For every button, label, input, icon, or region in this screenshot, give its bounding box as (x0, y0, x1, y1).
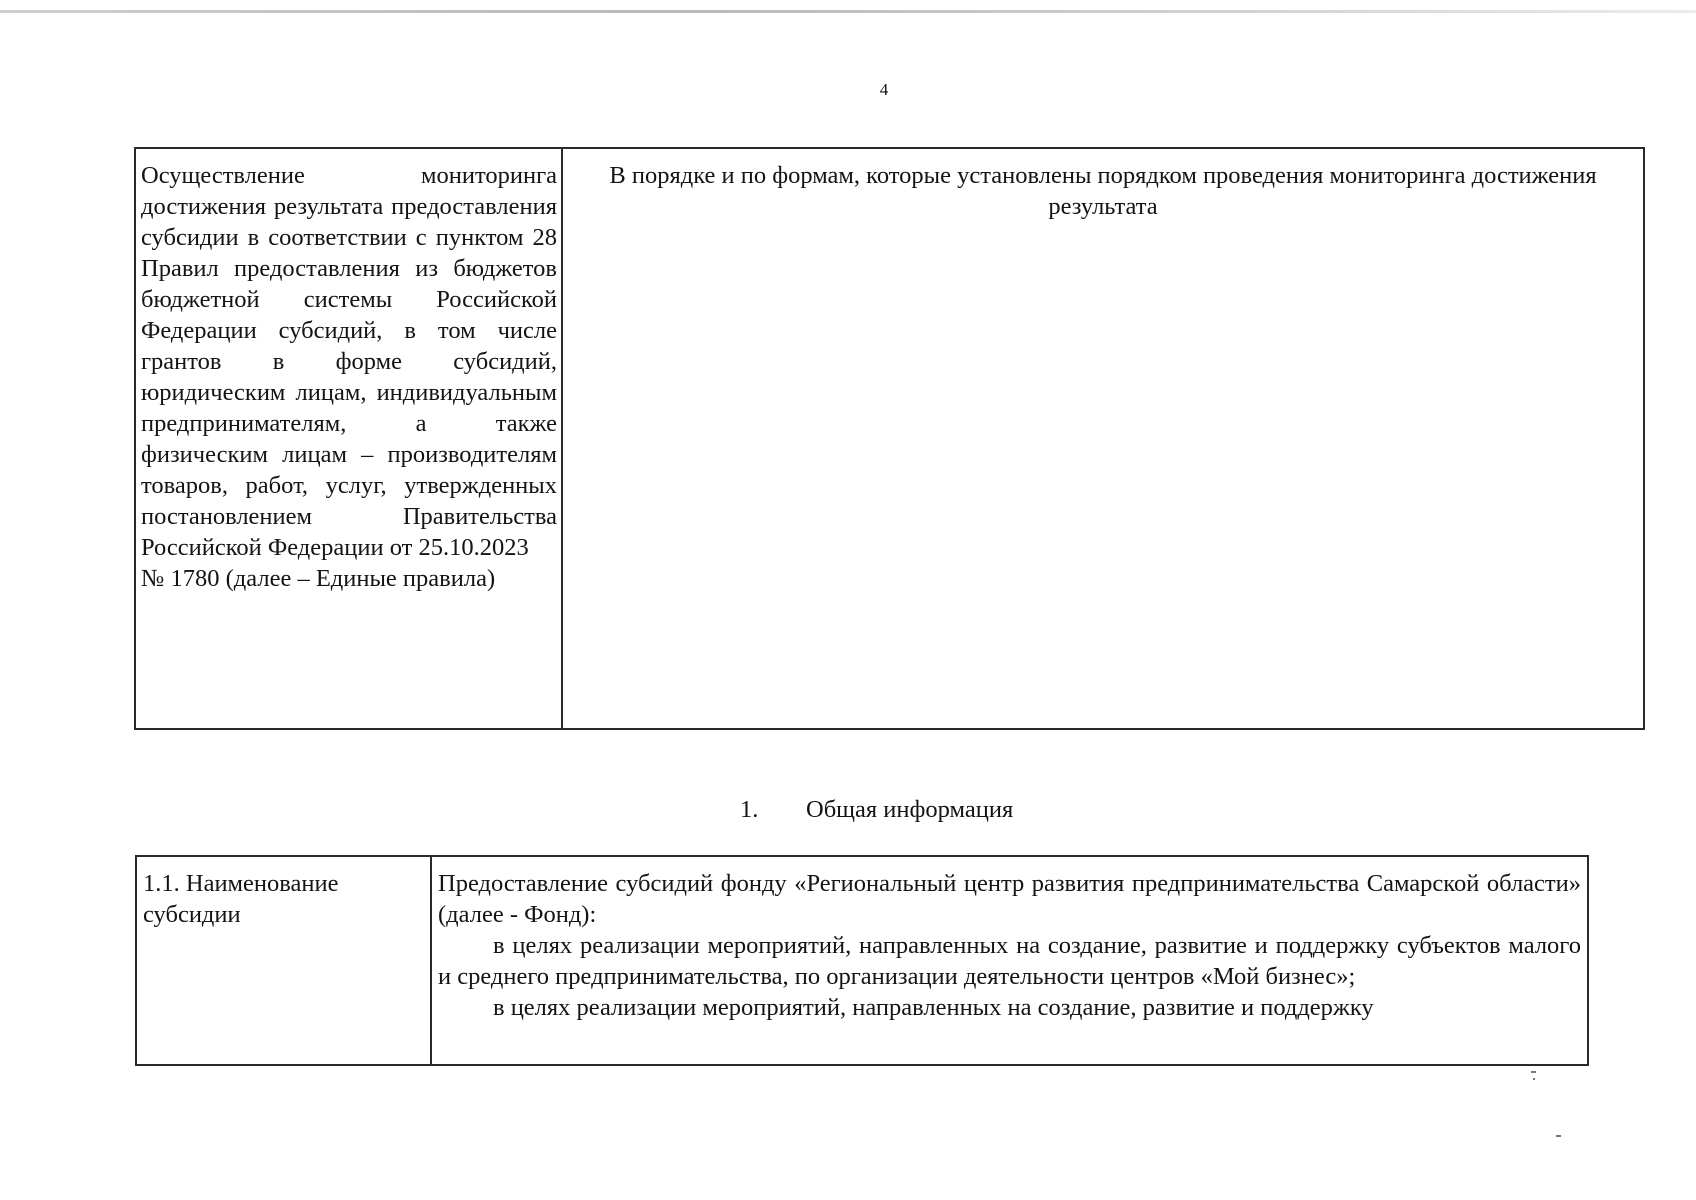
monitoring-procedure-text: В порядке и по формам, которые установлены порядком проведения мониторинга достижения результата (609, 162, 1597, 220)
monitoring-description-cell (135, 148, 562, 729)
monitoring-description-text: Осуществление мониторинга достижения результата предоставления субсидии в соответствии с пунктом 28 Правил предоставления из бюджетов бюджетной системы Российской Федерации субсидий, в том числе грантов в форме субсидий, юридическим лицам, индивидуальным предпринимателям, а также физическим лицам – производителям товаров, работ, услуг, утвержденных постановлением Правительства Российской Федерации от 25.10.2023 (141, 162, 557, 561)
monitoring-procedure-cell (562, 148, 1644, 729)
scan-speck (1533, 1078, 1535, 1080)
monitoring-table (134, 147, 1645, 730)
monitoring-description-text-end: № 1780 (далее – Единые правила) (141, 565, 496, 592)
section-title: Общая информация (806, 796, 1014, 823)
subsidy-name-content-cell (431, 856, 1588, 1065)
table-row (136, 856, 1588, 1065)
page-number: 4 (879, 80, 889, 99)
subsidy-paragraph: в целях реализации мероприятий, направленных на создание, развитие и поддержку (493, 994, 1374, 1021)
scan-speck (1531, 1071, 1536, 1073)
general-info-table (135, 855, 1589, 1066)
scan-speck (1556, 1135, 1561, 1137)
section-heading (740, 794, 1013, 825)
table-row (135, 148, 1644, 729)
subsidy-paragraph: Предоставление субсидий фонду «Региональный центр развития предпринимательства Самарской области» (далее - Фонд): (438, 870, 1581, 928)
scan-top-edge (0, 10, 1696, 13)
subsidy-name-label: 1.1. Наименование субсидии (143, 870, 339, 928)
section-number: 1. (740, 796, 759, 823)
subsidy-paragraph: в целях реализации мероприятий, направленных на создание, развитие и поддержку субъектов малого и среднего предпринимательства, по организации деятельности центров «Мой бизнес»; (438, 932, 1581, 990)
subsidy-name-label-cell (136, 856, 431, 1065)
